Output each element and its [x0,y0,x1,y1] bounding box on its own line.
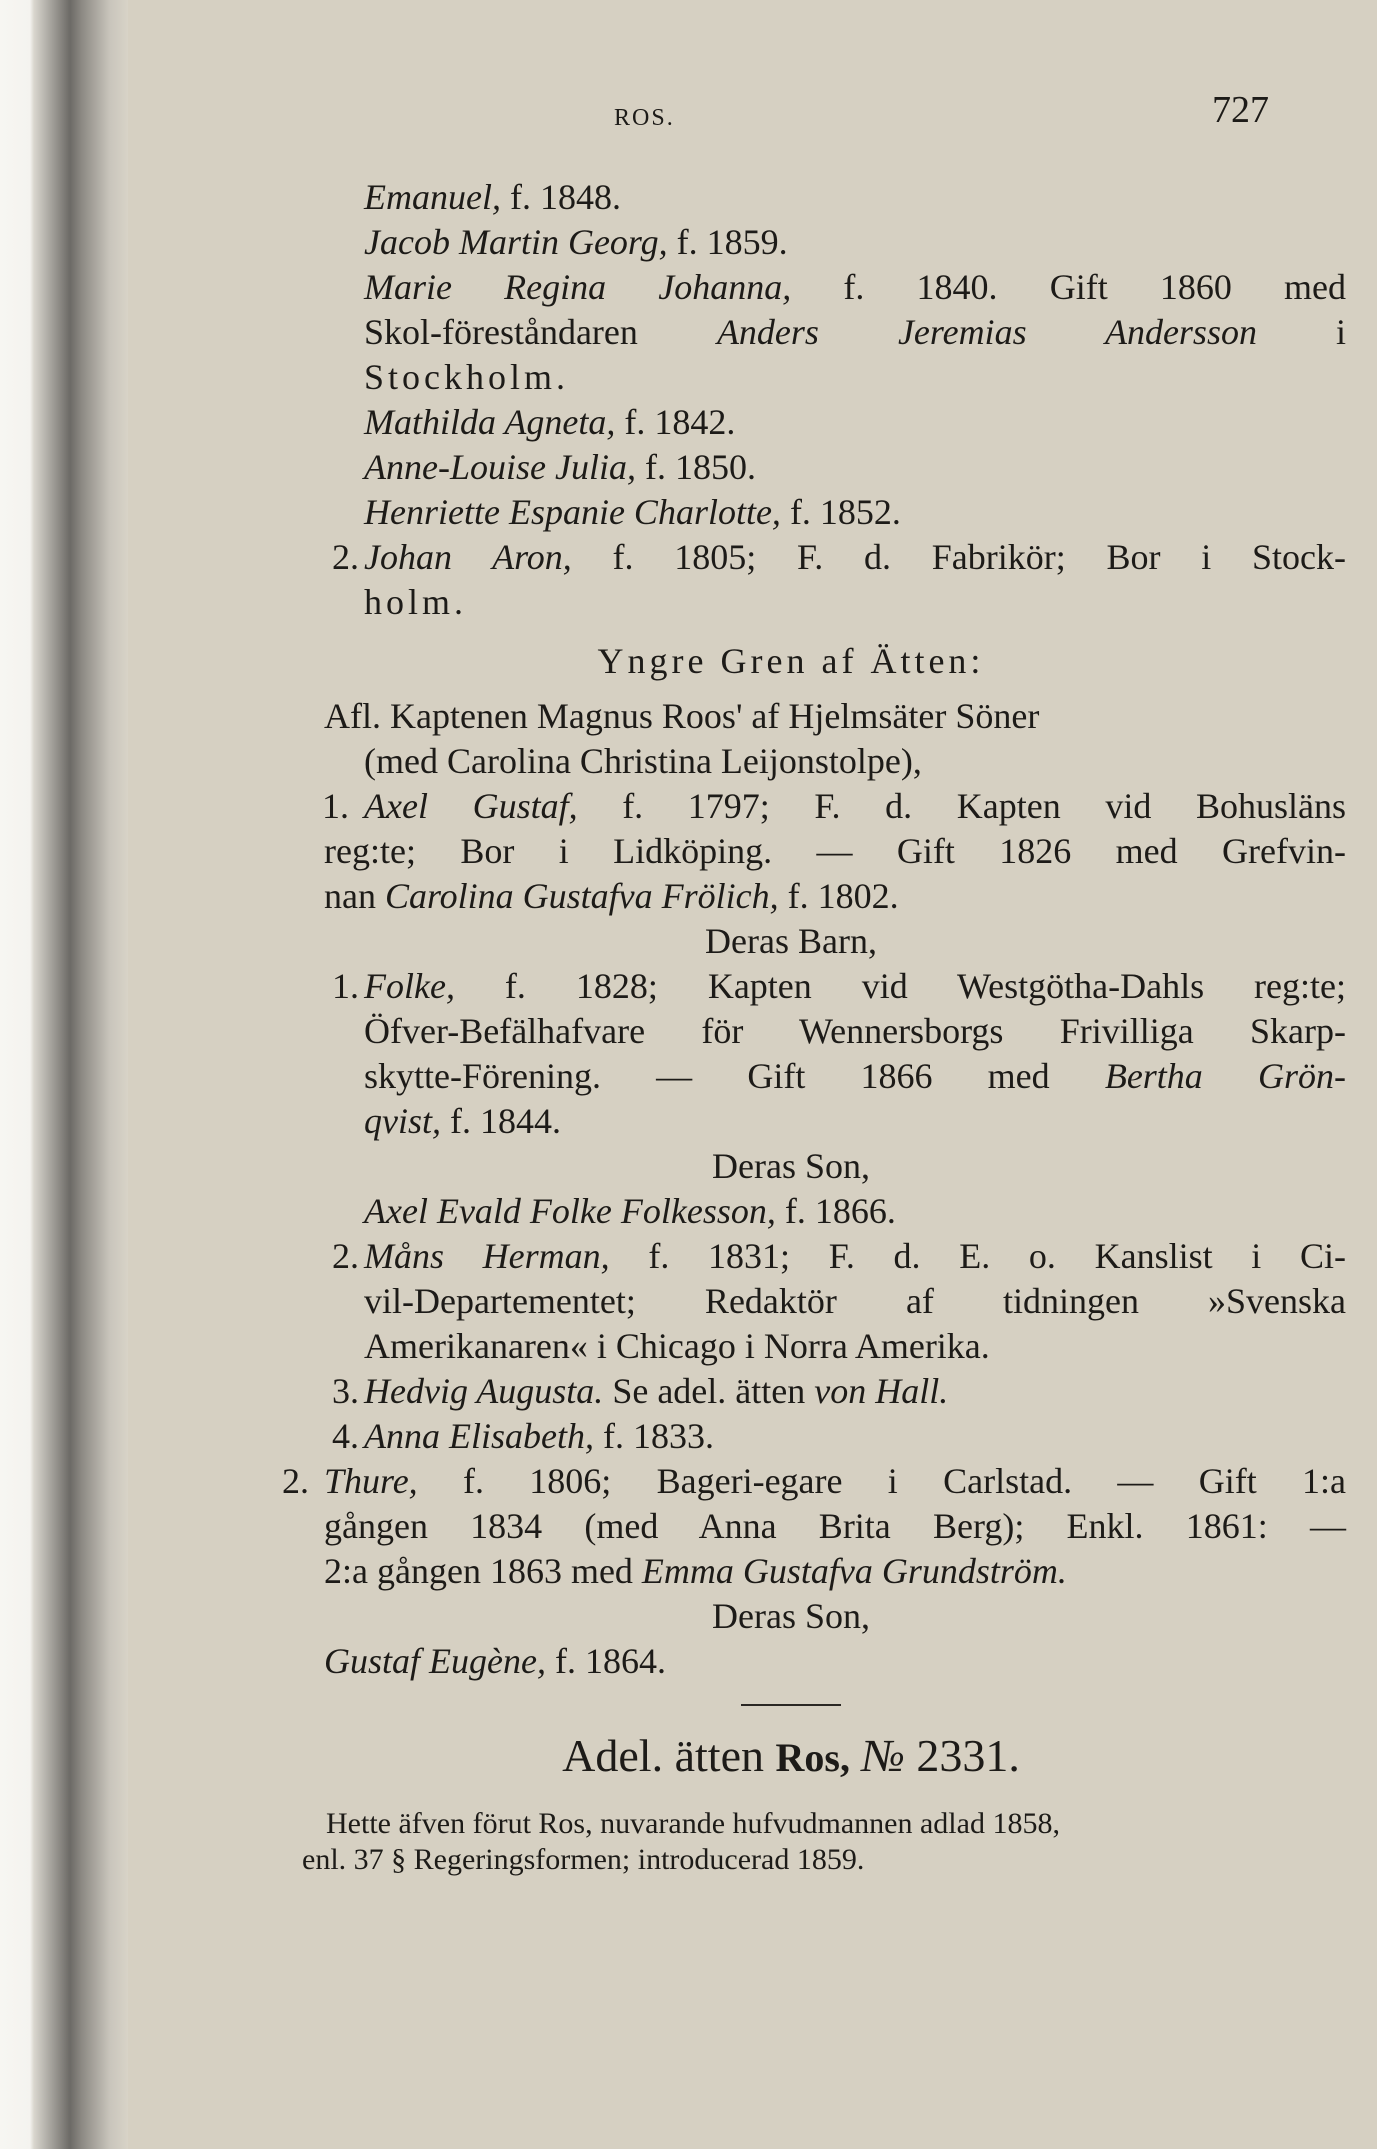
entry-line [236,400,1346,445]
entry-text: nan [324,876,385,916]
person-name: Johan Aron, [364,537,572,577]
person-name: Anders Jeremias Andersson [716,312,1257,352]
entry-line [236,355,1346,400]
entry-text: f. 1840. Gift 1860 med [791,267,1346,307]
entry-text: holm. [364,582,468,622]
page-body [236,175,1346,1878]
entry-text: skytte-Förening. — Gift 1866 med [364,1056,1105,1096]
entry-line: 3. Hedvig Augusta. Se adel. ätten von Hall. [332,1371,949,1411]
entry-line: 2. Johan Aron, f. 1805; F. d. Fabrikör; Bor i Stock- [332,537,1346,577]
entry-text: 2:a gången 1863 med [324,1551,642,1591]
person-name: Axel Evald Folke Folkesson, [364,1191,776,1231]
entry-line: 4. Anna Elisabeth, f. 1833. [332,1416,714,1456]
entry-text: Skol-föreståndaren [364,312,638,352]
entry-text: f. 1842. [615,402,736,442]
sub-heading: Deras Son, [712,1596,870,1636]
section-divider [741,1704,841,1706]
person-name: Måns Herman, [364,1236,610,1276]
note-line: Hette äfven förut Ros, nuvarande hufvudmannen adlad 1858, [326,1807,1060,1840]
entry-text: f. 1828; Kapten vid Westgötha-Dahls reg:te; [454,966,1346,1006]
person-name: Emma Gustafva Grundström. [641,1551,1067,1591]
entry-line [236,1189,1346,1234]
running-title: ROS. [614,105,675,131]
entry-text: f. 1852. [780,492,901,532]
entry-line [236,1549,1346,1594]
entry-line [236,1639,1346,1684]
page-number: 727 [1212,89,1269,131]
book-page [128,0,1377,2149]
person-name: Bertha Grön- [1104,1056,1346,1096]
family-number: 2331. [916,1730,1020,1781]
running-header [236,88,1346,138]
person-name: Emanuel, [364,177,501,217]
person-name: Henriette Espanie Charlotte, [364,492,781,532]
person-name: Folke, [364,966,455,1006]
entry-text: f. 1850. [635,447,756,487]
entry-text: f. 1859. [667,222,788,262]
entry-line [236,490,1346,535]
family-name: Ros, [775,1735,850,1780]
entry-text: f. 1866. [775,1191,896,1231]
entry-text: Se adel. ätten [603,1371,815,1411]
entry-text: f. 1805; F. d. Fabrikör; Bor i Stock- [571,537,1346,577]
entry-line [236,1099,1346,1144]
entry-line [236,874,1346,919]
family-heading [236,1726,1346,1788]
heading-text: Adel. ätten [562,1730,776,1781]
person-name: Gustaf Eugène, [324,1641,546,1681]
entry-line: 1. Axel Gustaf, f. 1797; F. d. Kapten vid Bohusläns [322,786,1346,826]
person-name: Axel Gustaf, [364,786,578,826]
entry-text: f. 1848. [500,177,621,217]
person-name: Mathilda Agneta, [364,402,616,442]
entry-line: vil-Departementet; Redaktör af tidningen »Svenska [364,1281,1346,1321]
entry-line [236,175,1346,220]
person-name: qvist, [364,1101,441,1141]
person-name: Carolina Gustafva Frölich, [384,876,779,916]
entry-text: f. 1864. [545,1641,666,1681]
entry-line [236,265,1346,310]
number-sign: № [861,1730,905,1781]
entry-line: 2. Måns Herman, f. 1831; F. d. E. o. Kanslist i Ci- [332,1236,1346,1276]
entry-line: reg:te; Bor i Lidköping. — Gift 1826 med Grefvin- [324,831,1346,871]
entry-line: 2. Thure, f. 1806; Bageri-egare i Carlstad. — Gift 1:a [282,1461,1346,1501]
entry-line: gången 1834 (med Anna Brita Berg); Enkl. 1861: — [324,1506,1346,1546]
sub-heading: Deras Barn, [705,921,877,961]
cross-reference: von Hall. [814,1371,949,1411]
family-note [236,1806,1346,1878]
entry-text: f. 1806; Bageri-egare i Carlstad. — Gift 1:a [417,1461,1346,1501]
person-name: Jacob Martin Georg, [364,222,668,262]
entry-line [236,1054,1346,1099]
entry-text: f. 1797; F. d. Kapten vid Bohusläns [577,786,1346,826]
note-line: enl. 37 § Regeringsformen; introducerad 1859. [302,1843,865,1876]
person-name: Hedvig Augusta. [364,1371,604,1411]
person-name: Thure, [324,1461,418,1501]
entry-text: f. 1844. [441,1101,561,1141]
entry-text: i [1256,312,1346,352]
entry-line [236,580,1346,625]
entry-text: f. 1833. [593,1416,714,1456]
entry-text: f. 1802. [778,876,899,916]
entry-text: Stockholm. [364,357,570,397]
person-name: Marie Regina Johanna, [364,267,792,307]
sub-heading: Deras Son, [712,1146,870,1186]
entry-text: f. 1831; F. d. E. o. Kanslist i Ci- [609,1236,1346,1276]
person-name: Anna Elisabeth, [364,1416,594,1456]
book-binding [0,0,128,2149]
section-heading: Yngre Gren af Ätten: [597,641,985,681]
entry-line: 1. Folke, f. 1828; Kapten vid Westgötha-Dahls reg:te; [332,966,1346,1006]
entry-line [236,310,1346,355]
person-name: Anne-Louise Julia, [364,447,636,487]
entry-line: Öfver-Befälhafvare för Wennersborgs Frivilliga Skarp- [364,1011,1346,1051]
entry-line [236,445,1346,490]
entry-line: Amerikanaren« i Chicago i Norra Amerika. [364,1326,990,1366]
lineage-line: (med Carolina Christina Leijonstolpe), [364,741,922,781]
entry-line [236,220,1346,265]
lineage-line: Afl. Kaptenen Magnus Roos' af Hjelmsäter Söner [324,696,1040,736]
